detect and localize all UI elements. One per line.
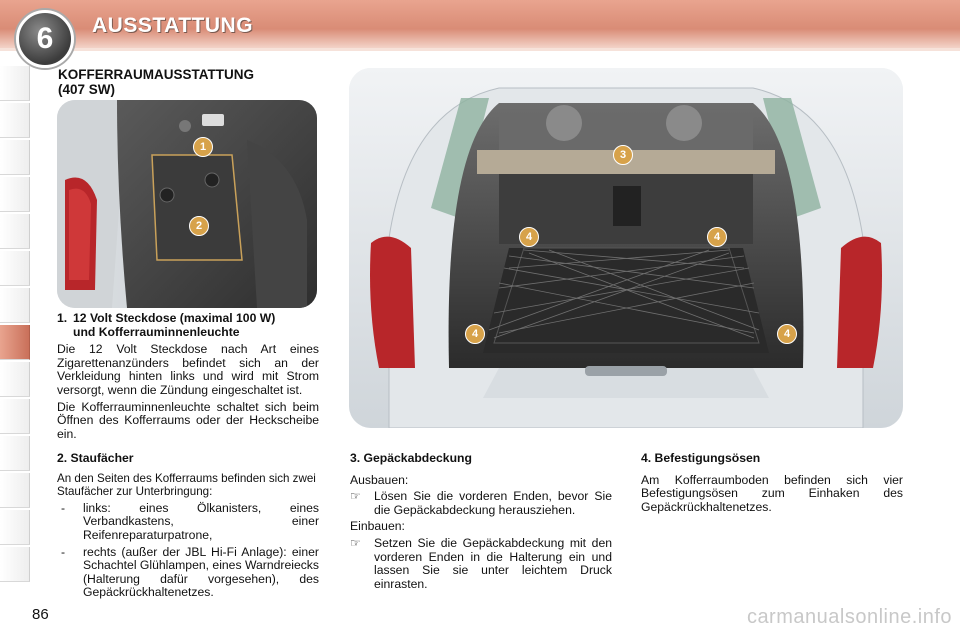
item-2-list <box>57 502 319 600</box>
remove-steps <box>350 490 612 517</box>
callout-3: 3 <box>613 145 633 165</box>
item-2-block <box>57 452 319 603</box>
page-number: 86 <box>32 606 49 623</box>
callout-2: 2 <box>189 216 209 236</box>
item-2-heading: 2. Staufächer <box>57 451 134 465</box>
remove-label: Ausbauen: <box>350 472 409 487</box>
header-divider <box>0 48 960 51</box>
chapter-tab-14[interactable] <box>0 547 30 582</box>
item-4-block <box>641 452 903 517</box>
section-title-line-2: (407 SW) <box>58 82 116 97</box>
item-2-intro: An den Seiten des Kofferraums befinden sich zwei Staufächer zur Unterbringung: <box>57 471 316 499</box>
pointing-hand-icon: ☞ <box>350 489 361 504</box>
trunk-side-photo <box>57 100 317 308</box>
item-4-text: Am Kofferraumboden befinden sich vier Befestigungsösen zum Einhaken des Gepäckrückhaltenetzes. <box>641 472 903 514</box>
list-dash-marker: - <box>61 544 66 559</box>
chapter-tab-2[interactable] <box>0 103 30 138</box>
trunk-rear-illustration <box>349 68 903 428</box>
chapter-tab-10[interactable] <box>0 399 30 434</box>
item-1-block <box>57 312 319 444</box>
callout-4-upper-right: 4 <box>707 227 727 247</box>
callout-4-lower-left: 4 <box>465 324 485 344</box>
chapter-tab-5[interactable] <box>0 214 30 249</box>
install-steps <box>350 537 612 591</box>
item-3-block <box>350 452 612 594</box>
trunk-side-illustration <box>57 100 317 308</box>
chapter-tab-9[interactable] <box>0 362 30 397</box>
item-1-title <box>73 312 275 339</box>
callout-4-lower-right: 4 <box>777 324 797 344</box>
chapter-tab-1[interactable] <box>0 66 30 101</box>
item-3-heading: 3. Gepäckabdeckung <box>350 451 472 465</box>
chapter-tab-13[interactable] <box>0 510 30 545</box>
chapter-tab-12[interactable] <box>0 473 30 508</box>
install-label: Einbauen: <box>350 519 405 534</box>
callout-1: 1 <box>193 137 213 157</box>
pointing-hand-icon: ☞ <box>350 535 361 550</box>
list-item-text: links: eines Ölkanisters, eines Verbandkastens, einer Reifenreparaturpatrone, <box>83 500 319 542</box>
item-1-paragraph-2: Die Kofferrauminnenleuchte schaltet sich beim Öffnen des Kofferraums oder der Heckscheibe ein. <box>57 399 319 441</box>
watermark: carmanualsonline.info <box>746 606 952 628</box>
item-1-heading <box>57 312 319 339</box>
remove-step-text: Lösen Sie die vorderen Enden, bevor Sie die Gepäckabdeckung herausziehen. <box>374 489 612 517</box>
chapter-tab-7[interactable] <box>0 288 30 323</box>
item-1-title-line-1: 12 Volt Steckdose (maximal 100 W) <box>73 311 276 325</box>
list-item <box>350 537 612 591</box>
item-1-number: 1. <box>57 311 68 325</box>
list-item <box>350 490 612 517</box>
list-item-text: rechts (außer der JBL Hi-Fi Anlage): einer Schachtel Glühlampen, eines Warndreiecks (Halterung dafür vorgesehen), des Gepäckrückhaltenetzes. <box>83 544 319 600</box>
list-item <box>57 502 319 543</box>
chapter-tab-8-active[interactable] <box>0 325 30 360</box>
section-title <box>58 67 318 97</box>
chapter-title: AUSSTATTUNG <box>92 14 254 37</box>
install-step-text: Setzen Sie die Gepäckabdeckung mit den vorderen Enden in die Halterung ein und lassen Sie sie unter leichtem Druck einrasten. <box>374 535 612 591</box>
chapter-tab-3[interactable] <box>0 140 30 175</box>
chapter-number-badge: 6 <box>16 10 74 68</box>
trunk-rear-photo <box>349 68 903 428</box>
chapter-tab-11[interactable] <box>0 436 30 471</box>
section-title-line-1: KOFFERRAUMAUSSTATTUNG <box>58 67 254 82</box>
callout-4-upper-left: 4 <box>519 227 539 247</box>
item-1-paragraph-1: Die 12 Volt Steckdose nach Art eines Zigarettenanzünders befindet sich an der Verkleidung hinten links und wird mit Strom versorgt, wenn die Zündung eingeschaltet ist. <box>57 342 319 397</box>
item-4-heading: 4. Befestigungsösen <box>641 451 761 465</box>
chapter-tabs <box>0 66 30 584</box>
list-dash-marker: - <box>61 500 66 515</box>
chapter-tab-6[interactable] <box>0 251 30 286</box>
item-1-title-line-2: und Kofferrauminnenleuchte <box>73 324 240 339</box>
list-item <box>57 546 319 600</box>
chapter-tab-4[interactable] <box>0 177 30 212</box>
